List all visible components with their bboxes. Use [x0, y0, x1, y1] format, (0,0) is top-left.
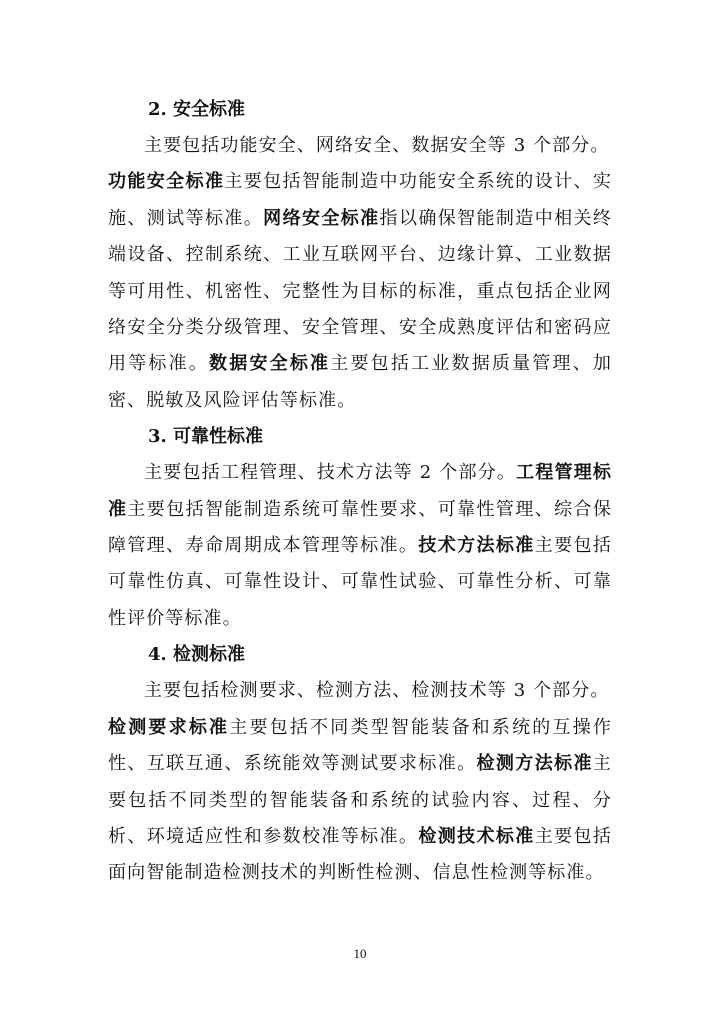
term-engineering-management: 工程管理标准	[108, 462, 612, 520]
paragraph-testing-detail	[108, 710, 612, 892]
term-network-safety: 网络安全标准	[263, 207, 380, 229]
page-number: 10	[353, 946, 367, 961]
text-testing-requirements: 主要包括不同类型智能装备和系统的互操作性、互联互通、系统能效等测试要求标准。	[108, 716, 612, 775]
term-data-safety: 数据安全标准	[209, 353, 331, 375]
term-technical-method: 技术方法标准	[418, 535, 535, 557]
text-engineering-management: 主要包括智能制造系统可靠性要求、可靠性管理、综合保障管理、寿命周期成本管理等标准。	[108, 498, 612, 557]
text-functional-safety: 主要包括智能制造中功能安全系统的设计、实施、测试等标准。	[108, 171, 612, 229]
text-technical-method: 主要包括可靠性仿真、可靠性设计、可靠性试验、可靠性分析、可靠性评价等标准。	[108, 535, 612, 629]
section-heading-safety: 2. 安全标准	[148, 99, 246, 120]
paragraph-reliability	[108, 455, 612, 637]
text-network-safety: 指以确保智能制造中相关终端设备、控制系统、工业互联网平台、边缘计算、工业数据等可用性、机密性、完整性为目标的标准，重点包括企业网络安全分类分级管理、安全管理、安全成熟度评估和密码应用等标准。	[108, 207, 612, 375]
text-data-safety: 主要包括工业数据质量管理、加密、脱敏及风险评估等标准。	[108, 353, 613, 411]
section-heading-testing: 4. 检测标准	[148, 644, 246, 666]
text-reliability-intro: 主要包括工程管理、技术方法等 2 个部分。	[144, 462, 517, 484]
term-testing-requirements: 检测要求标准	[108, 716, 230, 738]
paragraph-testing-intro: 主要包括检测要求、检测方法、检测技术等 3 个部分。	[144, 680, 610, 702]
text-testing-methods: 主要包括不同类型的智能装备和系统的试验内容、过程、分析、环境适应性和参数校准等标准。	[108, 753, 612, 847]
term-testing-technology: 检测技术标准	[418, 825, 535, 847]
term-functional-safety: 功能安全标准	[108, 171, 225, 193]
section-heading-reliability: 3. 可靠性标准	[148, 426, 264, 448]
text-testing-technology: 主要包括面向智能制造检测技术的判断性检测、信息性检测等标准。	[108, 825, 612, 884]
term-testing-methods: 检测方法标准	[476, 753, 593, 775]
paragraph-safety-intro: 主要包括功能安全、网络安全、数据安全等 3 个部分。	[144, 135, 610, 156]
page-content	[108, 92, 612, 892]
paragraph-safety-detail	[108, 164, 612, 419]
